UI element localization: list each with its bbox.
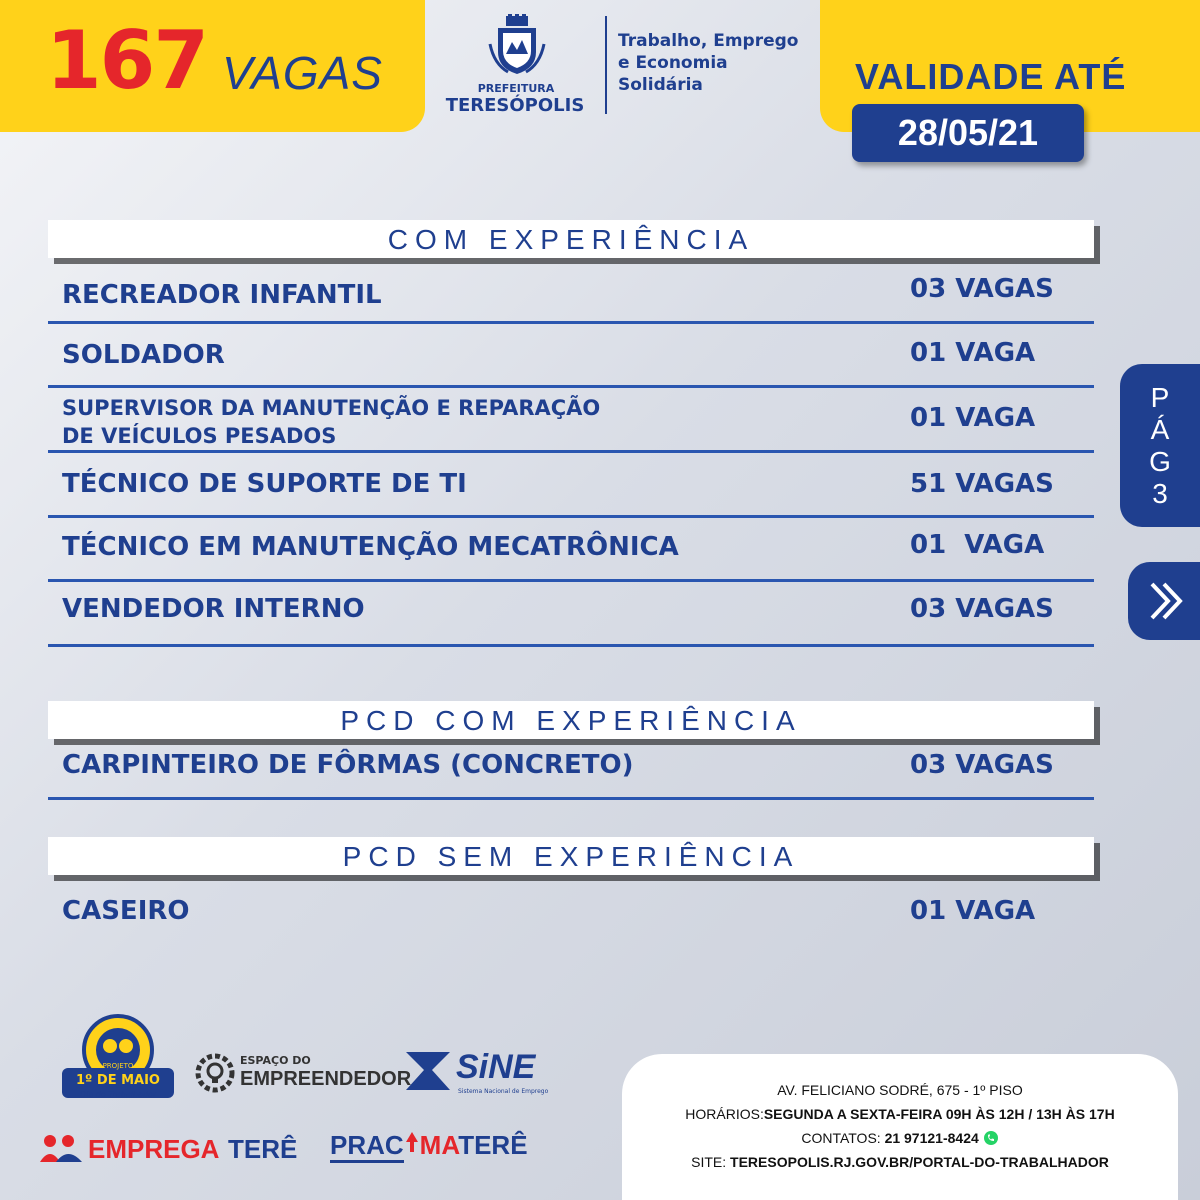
- job-title: CASEIRO: [62, 896, 190, 926]
- double-chevron-right-icon: [1128, 562, 1200, 640]
- job-vacancies: 01 VAGA: [910, 896, 1036, 926]
- job-row: [48, 518, 1094, 582]
- job-row: [48, 582, 1094, 647]
- contact-info-box: [622, 1054, 1178, 1200]
- job-row: [48, 744, 1094, 800]
- total-vacancies-count: 167: [46, 14, 207, 107]
- contacts-phone[interactable]: 21 97121-8424: [884, 1130, 979, 1146]
- section-header-pcd-com-experiencia: PCD COM EXPERIÊNCIA: [48, 701, 1094, 739]
- address-line: AV. FELICIANO SODRÉ, 675 - 1º PISO: [777, 1082, 1023, 1098]
- job-title: TÉCNICO DE SUPORTE DE TI: [62, 469, 467, 499]
- job-title: RECREADOR INFANTIL: [62, 280, 382, 310]
- hours-value: SEGUNDA A SEXTA-FEIRA 09H ÀS 12H / 13H ÀS 17H: [763, 1106, 1115, 1122]
- hours-line: [622, 1102, 1178, 1126]
- page-letter: 3: [1152, 478, 1168, 509]
- arrow-up-icon: [404, 1130, 420, 1154]
- sine-name: SiNE: [456, 1048, 536, 1086]
- city-crest-icon: [488, 14, 546, 76]
- secretaria-line: Trabalho, Emprego: [618, 31, 799, 51]
- prefeitura-label: PREFEITURA: [477, 82, 555, 95]
- job-row: [48, 324, 1094, 388]
- page-letter: Á: [1150, 414, 1170, 445]
- job-title-line: SUPERVISOR DA MANUTENÇÃO E REPARAÇÃO: [62, 396, 601, 420]
- sine-logo: [402, 1048, 562, 1100]
- job-title: SOLDADOR: [62, 340, 225, 370]
- sine-mark-icon: [402, 1048, 454, 1094]
- secretaria-name: [618, 30, 818, 96]
- secretaria-line: Solidária: [618, 75, 703, 95]
- site-label: SITE:: [691, 1154, 727, 1170]
- maio-sub-label: Dia do Trabalhador: [79, 1090, 157, 1099]
- job-vacancies: 03 VAGAS: [910, 274, 1054, 304]
- next-page-button[interactable]: [1128, 562, 1200, 640]
- section-header-com-experiencia: COM EXPERIÊNCIA: [48, 220, 1094, 258]
- validity-date: 28/05/21: [852, 104, 1084, 162]
- empreendedor-small-label: ESPAÇO DO: [240, 1054, 311, 1067]
- job-title-line: DE VEÍCULOS PESADOS: [62, 424, 337, 448]
- espaco-empreendedor-logo: [194, 1050, 412, 1100]
- section-header-pcd-sem-experiencia: PCD SEM EXPERIÊNCIA: [48, 837, 1094, 875]
- primeiro-de-maio-logo: [58, 1010, 178, 1120]
- pracima-part-c: TERÊ: [458, 1130, 528, 1160]
- job-row: [48, 453, 1094, 518]
- contacts-line: [622, 1126, 1178, 1150]
- page-letter: G: [1149, 446, 1171, 477]
- header-divider: [605, 16, 607, 114]
- job-vacancies: 01 VAGA: [910, 530, 1045, 560]
- contacts-label: CONTATOS:: [801, 1130, 881, 1146]
- hours-label: HORÁRIOS:: [685, 1106, 764, 1122]
- job-title: CARPINTEIRO DE FÔRMAS (CONCRETO): [62, 750, 634, 780]
- job-vacancies: 51 VAGAS: [910, 469, 1054, 499]
- job-row: [48, 262, 1094, 324]
- emprega-tere-logo: [38, 1130, 328, 1170]
- prefeitura-city: TERESÓPOLIS: [445, 95, 585, 116]
- pracima-part-a: PRAC: [330, 1130, 404, 1163]
- site-line: [622, 1150, 1178, 1174]
- sine-subtitle: Sistema Nacional de Emprego: [458, 1088, 549, 1095]
- page-indicator-tab: [1120, 364, 1200, 527]
- maio-top-label: PROJETO: [102, 1062, 134, 1070]
- job-vacancies: 01 VAGA: [910, 338, 1036, 368]
- whatsapp-icon: [983, 1130, 999, 1146]
- job-vacancies: 03 VAGAS: [910, 594, 1054, 624]
- job-vacancies: 03 VAGAS: [910, 750, 1054, 780]
- gear-bulb-icon: [194, 1052, 236, 1094]
- secretaria-line: e Economia: [618, 53, 728, 73]
- validity-label: VALIDADE ATÉ: [855, 56, 1127, 97]
- job-row: [48, 388, 1094, 453]
- job-vacancies: 01 VAGA: [910, 403, 1036, 433]
- job-title: VENDEDOR INTERNO: [62, 594, 365, 624]
- site-link[interactable]: TERESOPOLIS.RJ.GOV.BR/PORTAL-DO-TRABALHADOR: [730, 1154, 1109, 1170]
- pracima-part-b: MA: [419, 1130, 459, 1160]
- job-title: [62, 394, 600, 450]
- job-title: TÉCNICO EM MANUTENÇÃO MECATRÔNICA: [62, 532, 679, 562]
- emprega-label: EMPREGA: [88, 1134, 220, 1164]
- total-vacancies-label: VAGAS: [222, 47, 383, 99]
- pracima-tere-logo: [330, 1130, 570, 1170]
- maio-main-label: 1º DE MAIO: [76, 1073, 160, 1088]
- job-row: [48, 896, 1094, 936]
- empreendedor-big-label: EMPREENDEDOR: [240, 1068, 412, 1090]
- page-letter: P: [1150, 382, 1170, 413]
- tere-label: TERÊ: [228, 1134, 298, 1164]
- people-icon: [38, 1134, 84, 1164]
